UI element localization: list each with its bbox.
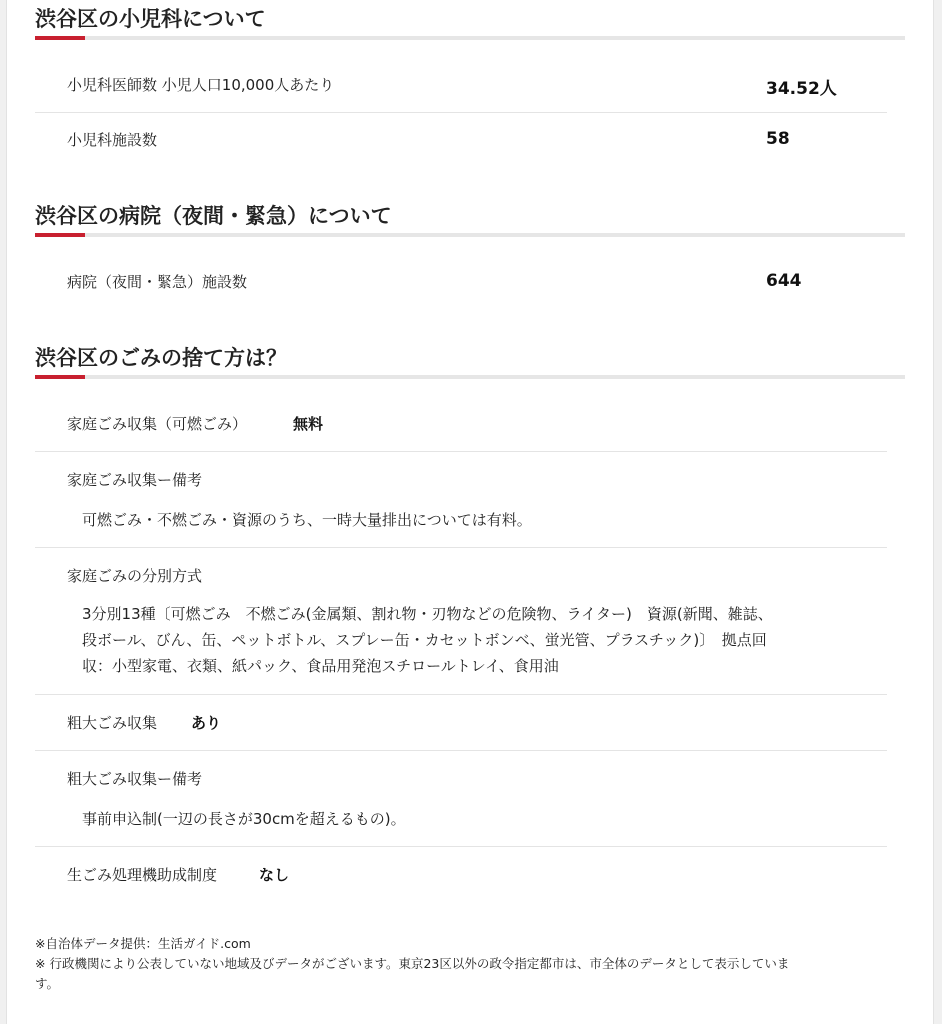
sorting-line-3: 収：小型家電、衣類、紙パック、食品用発泡スチロールトレイ、食用油 [82, 657, 559, 675]
bulky-collection-row [35, 695, 887, 751]
household-collection-value: 無料 [293, 415, 324, 433]
pediatrics-title: 渋谷区の小児科について [35, 7, 266, 31]
pediatric-facility-label: 小児科施設数 [67, 131, 158, 149]
household-note-row [35, 452, 887, 548]
pediatric-doctor-row [35, 60, 887, 113]
food-waste-value: なし [259, 866, 290, 884]
garbage-title-rule [35, 375, 905, 379]
household-collection-row [35, 397, 887, 452]
sorting-line-1: 3分別13種〔可燃ごみ 不燃ごみ(金属類、割れ物・刃物などの危険物、ライター) 資源(新聞、雑誌、 [82, 605, 773, 623]
sorting-line-2: 段ボール、びん、缶、ペットボトル、スプレー缶・カセットボンベ、蛍光管、プラスチック)〕 拠点回 [82, 631, 767, 649]
household-note-text: 可燃ごみ・不燃ごみ・資源のうち、一時大量排出については有料。 [82, 511, 532, 529]
food-waste-row [35, 847, 887, 903]
food-waste-label: 生ごみ処理機助成制度 [67, 866, 218, 884]
sorting-label: 家庭ごみの分別方式 [67, 567, 203, 585]
bulky-collection-value: あり [191, 714, 222, 732]
hospital-facility-label: 病院（夜間・緊急）施設数 [67, 273, 248, 291]
household-note-label: 家庭ごみ収集ー備考 [67, 471, 203, 489]
footer-notes [35, 934, 907, 994]
bulky-collection-label: 粗大ごみ収集 [67, 714, 158, 732]
hospital-facility-value: 644 [766, 271, 802, 291]
content-panel [6, 0, 934, 1024]
pediatric-doctor-value: 34.52人 [766, 79, 837, 99]
footer-disclaimer-line-2: す。 [35, 976, 60, 991]
footer-source: ※自治体データ提供：生活ガイド.com [35, 936, 251, 951]
hospital-title: 渋谷区の病院（夜間・緊急）について [35, 204, 392, 228]
pediatric-facility-value: 58 [766, 129, 790, 149]
bulky-note-text: 事前申込制(一辺の長さが30cmを超えるもの)。 [82, 810, 406, 828]
pediatric-facility-row [35, 113, 887, 165]
pediatrics-title-rule [35, 36, 905, 40]
pediatric-doctor-label: 小児科医師数 小児人口10,000人あたり [67, 76, 335, 94]
household-collection-label: 家庭ごみ収集（可燃ごみ） [67, 415, 248, 433]
sorting-row [35, 548, 887, 695]
garbage-title: 渋谷区のごみの捨て方は？ [35, 346, 287, 370]
hospital-title-rule [35, 233, 905, 237]
footer-disclaimer-line-1: ※ 行政機関により公表していない地域及びデータがございます。東京23区以外の政令指定都市は、市全体のデータとして表示していま [35, 956, 790, 971]
sorting-text [82, 601, 892, 679]
bulky-note-label: 粗大ごみ収集ー備考 [67, 770, 203, 788]
hospital-facility-row [35, 257, 887, 309]
bulky-note-row [35, 751, 887, 847]
